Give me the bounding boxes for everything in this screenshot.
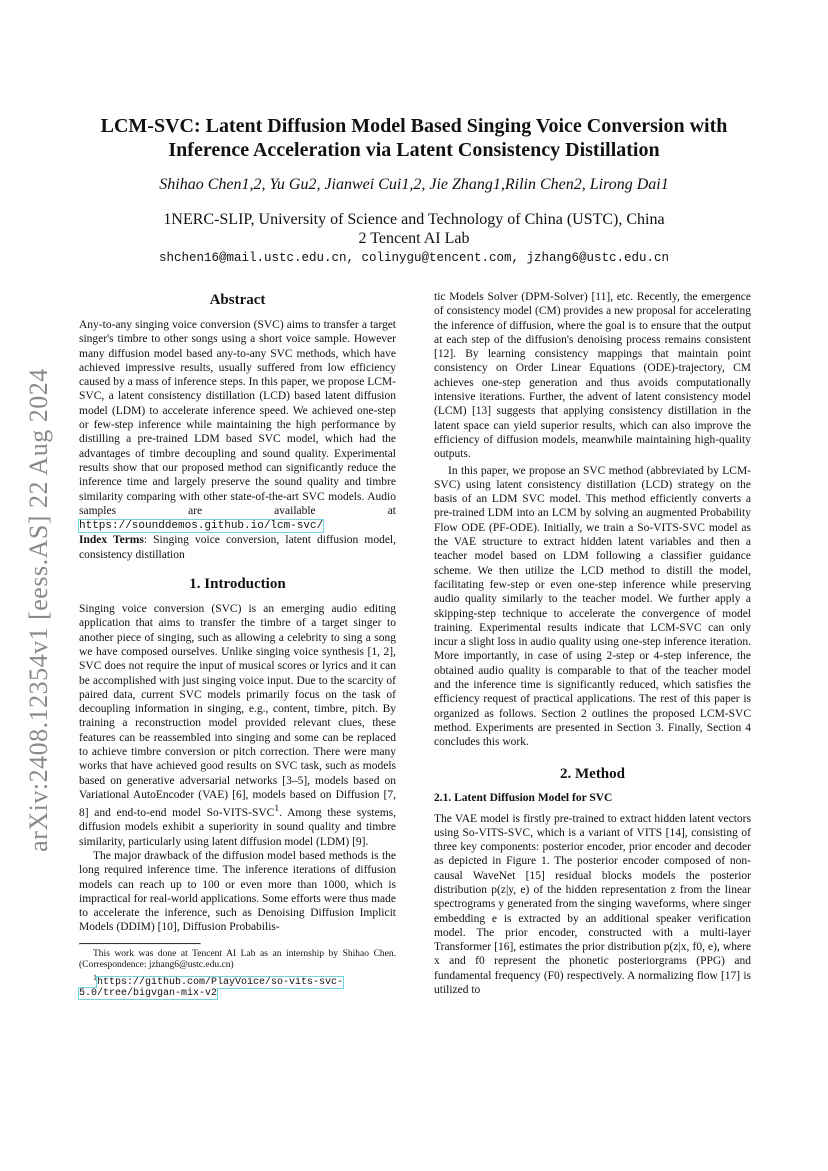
subsection-heading: 2.1. Latent Diffusion Model for SVC [434, 791, 613, 804]
abstract-heading: Abstract [209, 292, 266, 308]
affiliations [80, 210, 748, 248]
footnote-ref-1[interactable]: 1 [274, 803, 280, 815]
audio-samples-link[interactable]: https://sounddemos.github.io/lcm-svc/ [79, 520, 324, 533]
author-emails: shchen16@mail.ustc.edu.cn, colinygu@tencent.com, jzhang6@ustc.edu.cn [158, 251, 670, 265]
index-terms-text: : Singing voice conversion, latent diffusion model, consistency distillation [79, 534, 397, 561]
right-paragraph-2: In this paper, we propose an SVC method (abbreviated by LCM-SVC) using latent consistency distillation (LCD) strategy on the basis of an LDM SVC model. This method efficiently converts a pre-trained LDM into an LCM by solving an augmented Probability Flow ODE (PF-ODE). Initially, we train a So-VITS-SVC model as the VAE structure to extract hidden latent variables and then a teacher model based on LDM following a classifier guidance scheme. We then utilize the LCD method to distill the model, facilitating few-step or even one-step inference while preserving audio quality similarly to the teacher model. We further apply a skipping-step technique to accelerate the convergence of model training. Experimental results indicate that LCM-SVC can only incur a slight loss in audio quality using one-step inference iteration. More importantly, in case of using 2-step or 4-step inference, the obtained audio quality is comparable to that of the teacher model and the inference time is significantly reduced, which satisfies the efficiency request of practical applications. The rest of this paper is organized as follows. Section 2 outlines the proposed LCM-SVC method. Experiments are presented in Section 3. Finally, Section 4 concludes this work. [434, 464, 751, 749]
intro-p1-text-b: . Among these systems, diffusion models exhibit a superiority in sound quality and timbre similarity, particularly using latent diffusion model (LDM) [9]. [79, 807, 396, 848]
footnote-area [79, 943, 396, 1000]
left-column [79, 290, 396, 1000]
intro-paragraph-2: The major drawback of the diffusion model based methods is the long required inference time. The inference iterations of diffusion models can reach up to 100 or even more than 1000, which is impractical for real-world applications. Some efforts were thus made to accelerate the inference, such as Denoising Diffusion Implicit Models (DDIM) [10], Diffusion Probabilis- [79, 849, 396, 934]
affiliation-1: 1NERC-SLIP, University of Science and Technology of China (USTC), China [163, 211, 665, 228]
affiliation-2: 2 Tencent AI Lab [358, 230, 470, 247]
intro-p1-text: Singing voice conversion (SVC) is an emerging audio editing application that aims to transfer the timbre of a target singer to another piece of singing, such as allowing a celebrity to sing a song we have composed ourselves. Unlike singing voice synthesis [1, 2], SVC does not require the input of musical scores or lyrics and it can be accomplished with just singing voice input. Due to the scarcity of paired data, current SVC models primarily focus on the task of decoupling information in singing, e.g., content, timbre, pitch. By training a reconstruction model provided relevant clues, these features can be reassembled into singing and some can be replaced to achieve timbre conversion or pitch correction. There were many works that have achieved good results on SVC task, such as models based on generative adversarial networks [3–5], models based on Variational AutoEncoder (VAE) [6], models based on Diffusion [7, 8] and end-to-end model So-VITS-SVC [79, 603, 396, 820]
author-list: Shihao Chen1,2, Yu Gu2, Jianwei Cui1,2, Jie Zhang1,Rilin Chen2, Lirong Dai1 [159, 176, 669, 193]
abstract-text: Any-to-any singing voice conversion (SVC) aims to transfer a target singer's timbre to other songs using a short voice sample. However many diffusion model based any-to-any SVC methods, which have achieved impressive results, usually suffered from low efficiency caused by a mass of inference steps. In this paper, we propose LCM-SVC, a latent consistency distillation (LCD) based latent diffusion model (LDM) to accelerate inference speed. We achieved one-step or few-step inference while maintaining the high performance by distilling a pre-trained LDM based SVC model, which had the advantages of timbre decoupling and sound quality. Experimental results show that our proposed method can significantly reduce the inference time and largely preserve the sound quality and timbre similarity comparing with other state-of-the-art SVC models. Audio samples are available at [79, 319, 396, 517]
paper-title [80, 114, 748, 162]
right-column [434, 290, 751, 997]
arxiv-identifier [8, 350, 70, 870]
intro-paragraph-1 [79, 602, 396, 849]
footnote-1 [79, 972, 396, 1000]
title-line-1: LCM-SVC: Latent Diffusion Model Based Singing Voice Conversion with [100, 115, 728, 137]
introduction-heading: 1. Introduction [189, 576, 286, 593]
footnote-1-mark: 1 [93, 972, 97, 982]
arxiv-id-text: arXiv:2408.12354v1 [eess.AS] 22 Aug 2024 [24, 368, 54, 852]
method-paragraph: The VAE model is firstly pre-trained to extract hidden latent vectors using So-VITS-SVC, which is a variant of VITS [14], consisting of three key components: posterior encoder, prior encoder and decoder as depicted in Figure 1. The posterior encoder composed of non-causal WaveNet [15] residual blocks models the posterior distribution p(z|y, e) of the hidden representation z from the linear spectrograms y generated from the singing waveforms, where singer embedding e is extracted by an additional speaker verification model. The prior encoder, constructed with a multi-layer Transformer [16], estimates the prior distribution p(z|x, f0, e), where x and f0 represent the phonetic posteriorgrams (PPG) and fundamental frequency (F0) respectively. A normalizing flow [17] is utilized to [434, 812, 751, 997]
footnote-rule [79, 943, 201, 945]
title-line-2: Inference Acceleration via Latent Consistency Distillation [168, 139, 660, 161]
method-heading: 2. Method [560, 765, 625, 782]
footnote-internship: This work was done at Tencent AI Lab as an internship by Shihao Chen. (Correspondence: jzhang6@ustc.edu.cn) [79, 948, 396, 971]
footnote-1-link[interactable]: https://github.com/PlayVoice/so-vits-svc-5.0/tree/bigvgan-mix-v2 [79, 976, 343, 1000]
index-terms-label: Index Terms [79, 534, 144, 547]
abstract-paragraph [79, 318, 396, 533]
index-terms [79, 533, 396, 562]
right-paragraph-1: tic Models Solver (DPM-Solver) [11], etc. Recently, the emergence of consistency model (CM) provides a new proposal for accelerating the inference of diffusion, where the goal is to ensure that the output at each step of the diffusion's denoising process remains consistent [12]. By learning consistency mappings that maintain point consistency on Order Linear Equations (ODE)-trajectory, CM achieves one-step generation and thus avoids computationally intensive iterations. Further, the advent of latent consistency model (LCM) [13] suggests that applying consistency distillation in the latent space can yield superior results, which can also improve the efficiency of diffusion models, meanwhile maintaining high-quality outputs. [434, 291, 751, 461]
